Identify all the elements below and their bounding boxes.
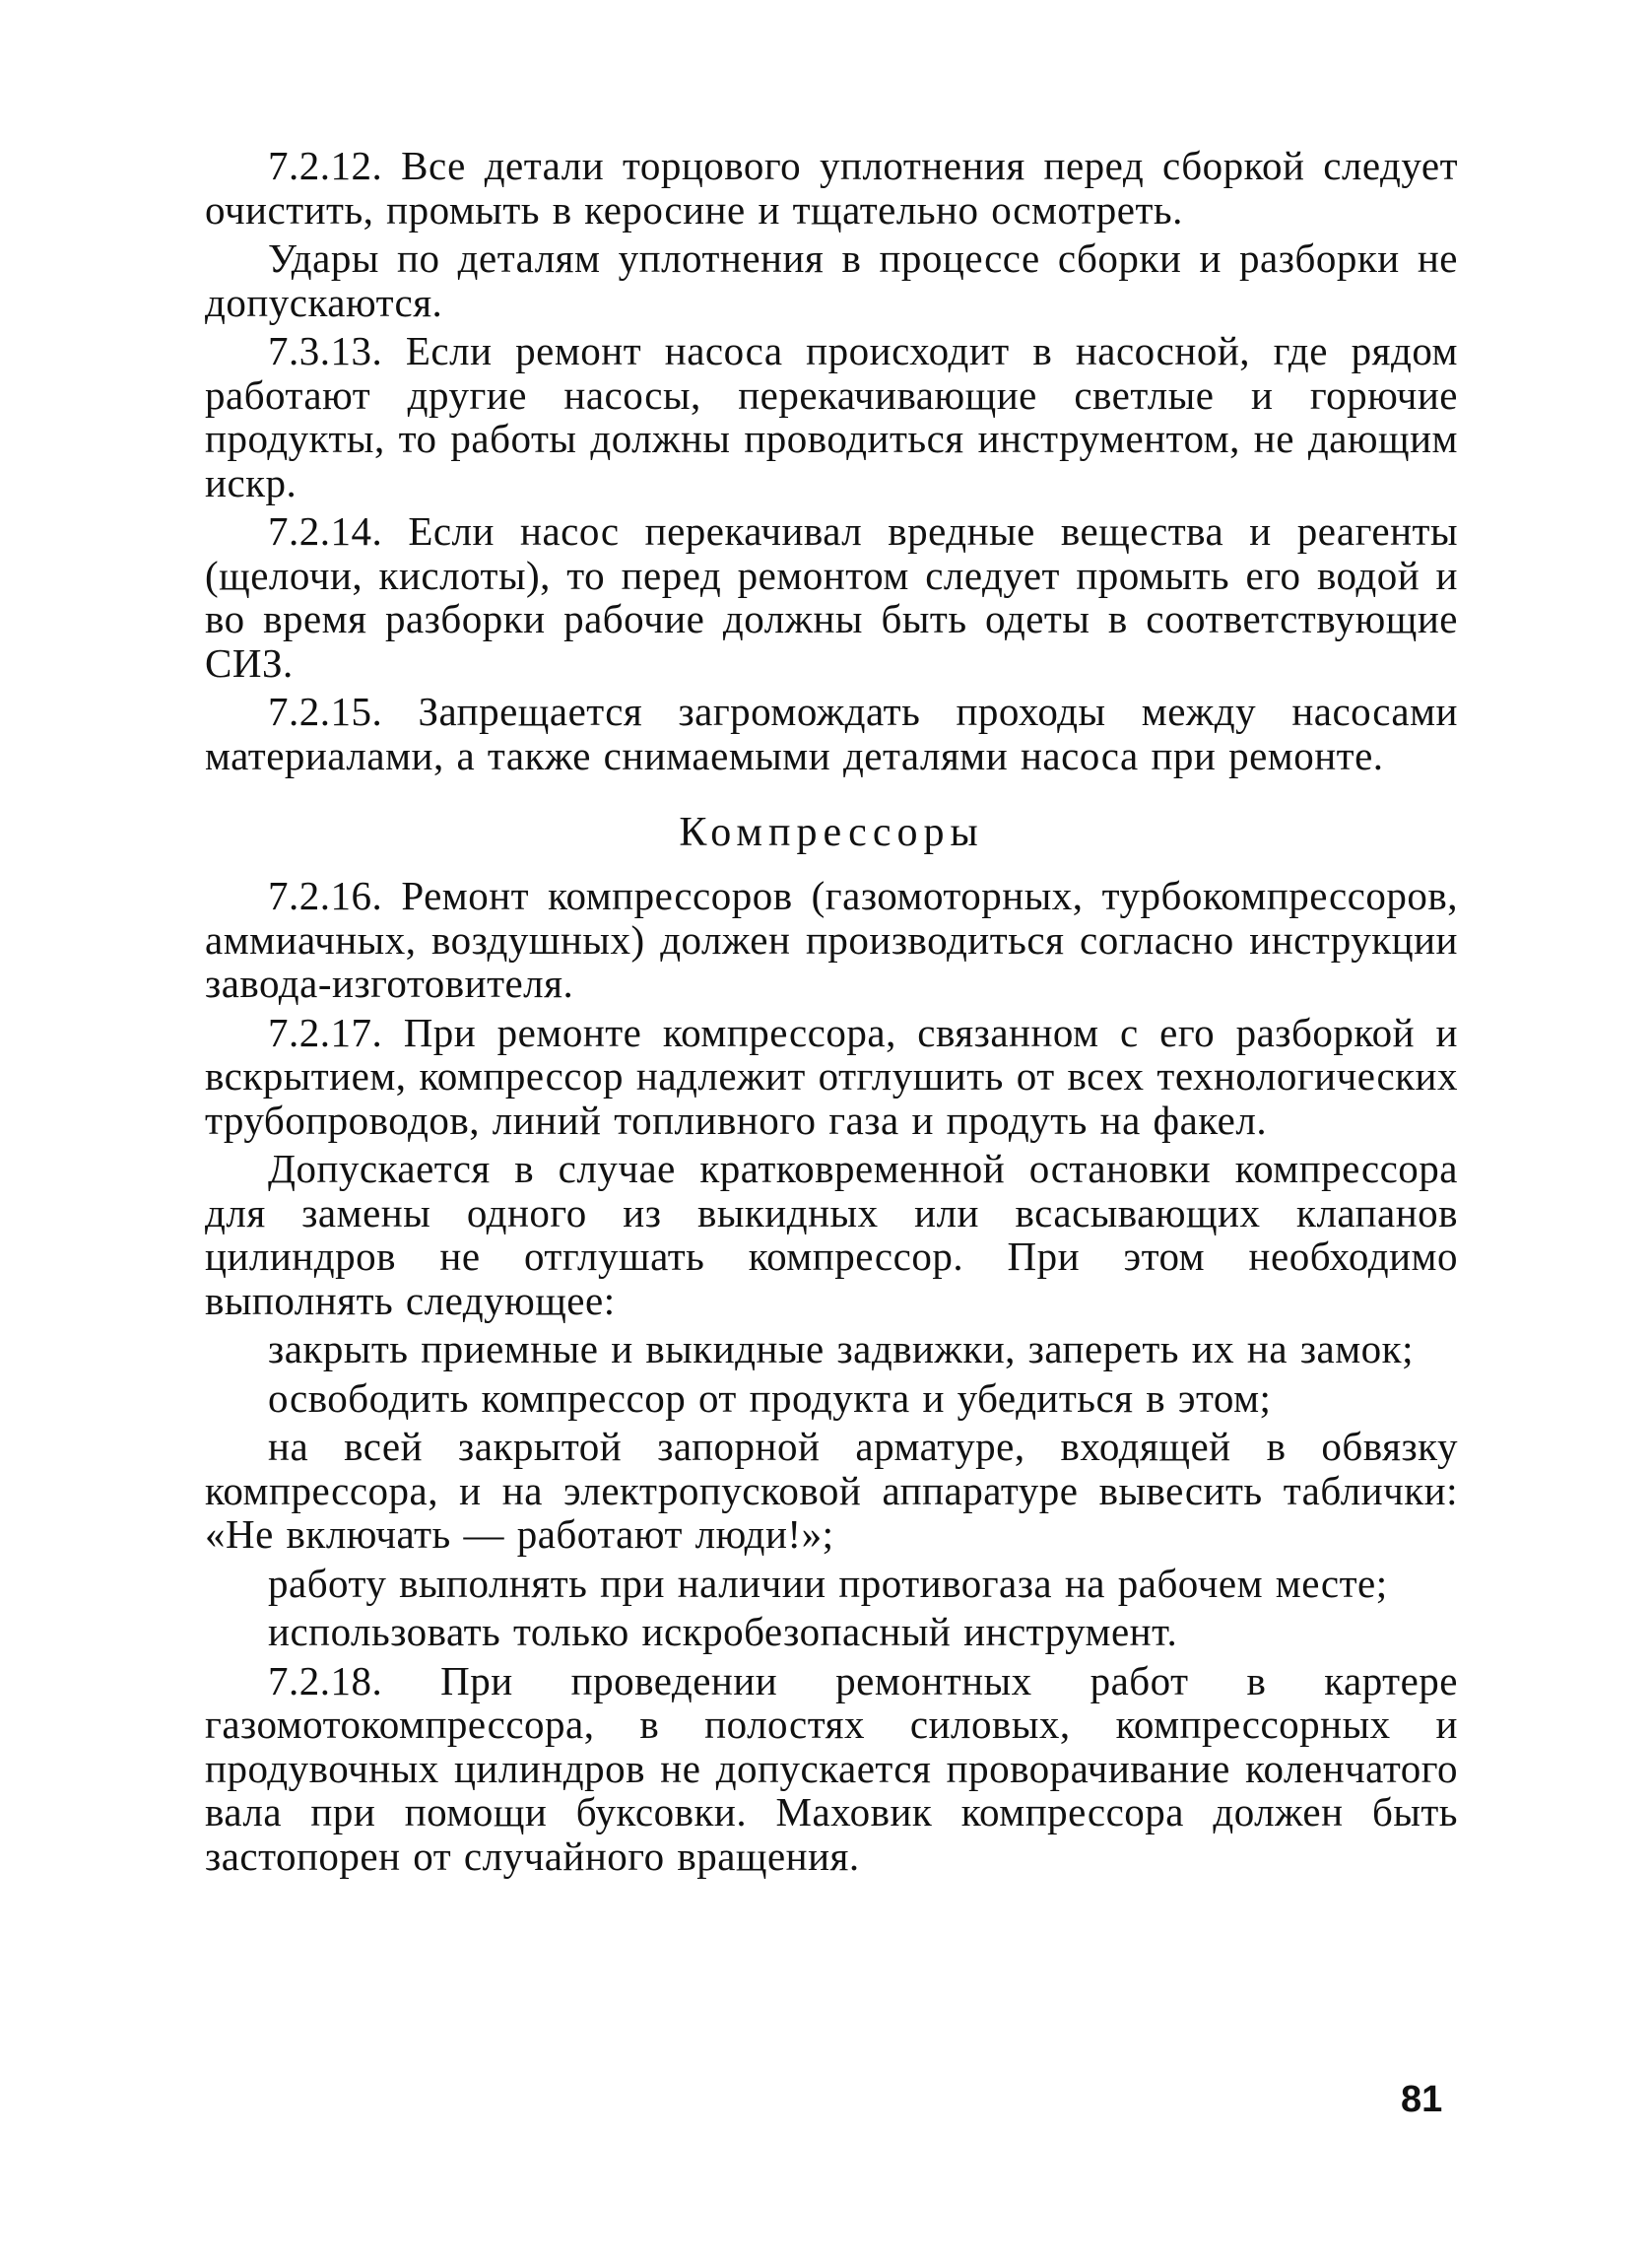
list-item-free-compressor: освободить компрессор от продукта и убедиться в этом; <box>268 1374 1272 1421</box>
document-page <box>205 144 1458 1883</box>
paragraph-7-2-18: 7.2.18. При проведении ремонтных работ в картере газомотокомпрессора, в полостях силовых, компрессорных и продувочных цилиндров не допускается проворачивание коленчатого вала при помощи буксовки. Маховик компрессора должен быть застопорен от случайного вращения. <box>205 1657 1458 1879</box>
paragraph-7-2-12: 7.2.12. Все детали торцового уплотнения перед сборкой следует очистить, промыть в керосине и тщательно осмотреть. <box>205 143 1458 233</box>
paragraph-7-3-13: 7.3.13. Если ремонт насоса происходит в насосной, где рядом работают другие насосы, перекачивающие светлые и горючие продукты, то работы должны проводиться инструментом, не дающим искр. <box>205 328 1458 505</box>
page-number: 81 <box>1401 2079 1443 2120</box>
paragraph-7-2-14: 7.2.14. Если насос перекачивал вредные вещества и реагенты (щелочи, кислоты), то перед ремонтом следует промыть его водой и во время разборки рабочие должны быть одеты в соответствующие СИЗ. <box>205 508 1458 686</box>
paragraph-7-2-17: 7.2.17. При ремонте компрессора, связанном с его разборкой и вскрытием, компрессор надлежит отглушить от всех технологических трубопроводов, линий топливного газа и продуть на факел. <box>205 1009 1458 1143</box>
list-item-gas-mask: работу выполнять при наличии противогаза на рабочем месте; <box>268 1560 1388 1606</box>
list-item-hang-signs: на всей закрытой запорной арматуре, входящей в обвязку компрессора, и на электропусковой аппаратуре вывесить таблички: «Не включать — работают люди!»; <box>205 1424 1458 1557</box>
list-item-spark-safe-tools: использовать только искробезопасный инструмент. <box>268 1609 1178 1654</box>
paragraph-short-stop-allowance: Допускается в случае кратковременной остановки компрессора для замены одного из выкидных или всасывающих клапанов цилиндров не отглушать компрессор. При этом необходимо выполнять следующее: <box>205 1146 1458 1323</box>
paragraph-impacts-note: Удары по деталям уплотнения в процессе сборки и разборки не допускаются. <box>205 235 1458 325</box>
list-item-close-valves: закрыть приемные и выкидные задвижки, запереть их на замок; <box>268 1326 1414 1371</box>
section-heading-compressors: Компрессоры <box>679 810 984 855</box>
paragraph-7-2-16: 7.2.16. Ремонт компрессоров (газомоторных, турбокомпрессоров, аммиачных, воздушных) должен производиться согласно инструкции завода-изготовителя. <box>205 873 1458 1006</box>
paragraph-7-2-15: 7.2.15. Запрещается загромождать проходы между насосами материалами, а также снимаемыми деталями насоса при ремонте. <box>205 689 1458 778</box>
